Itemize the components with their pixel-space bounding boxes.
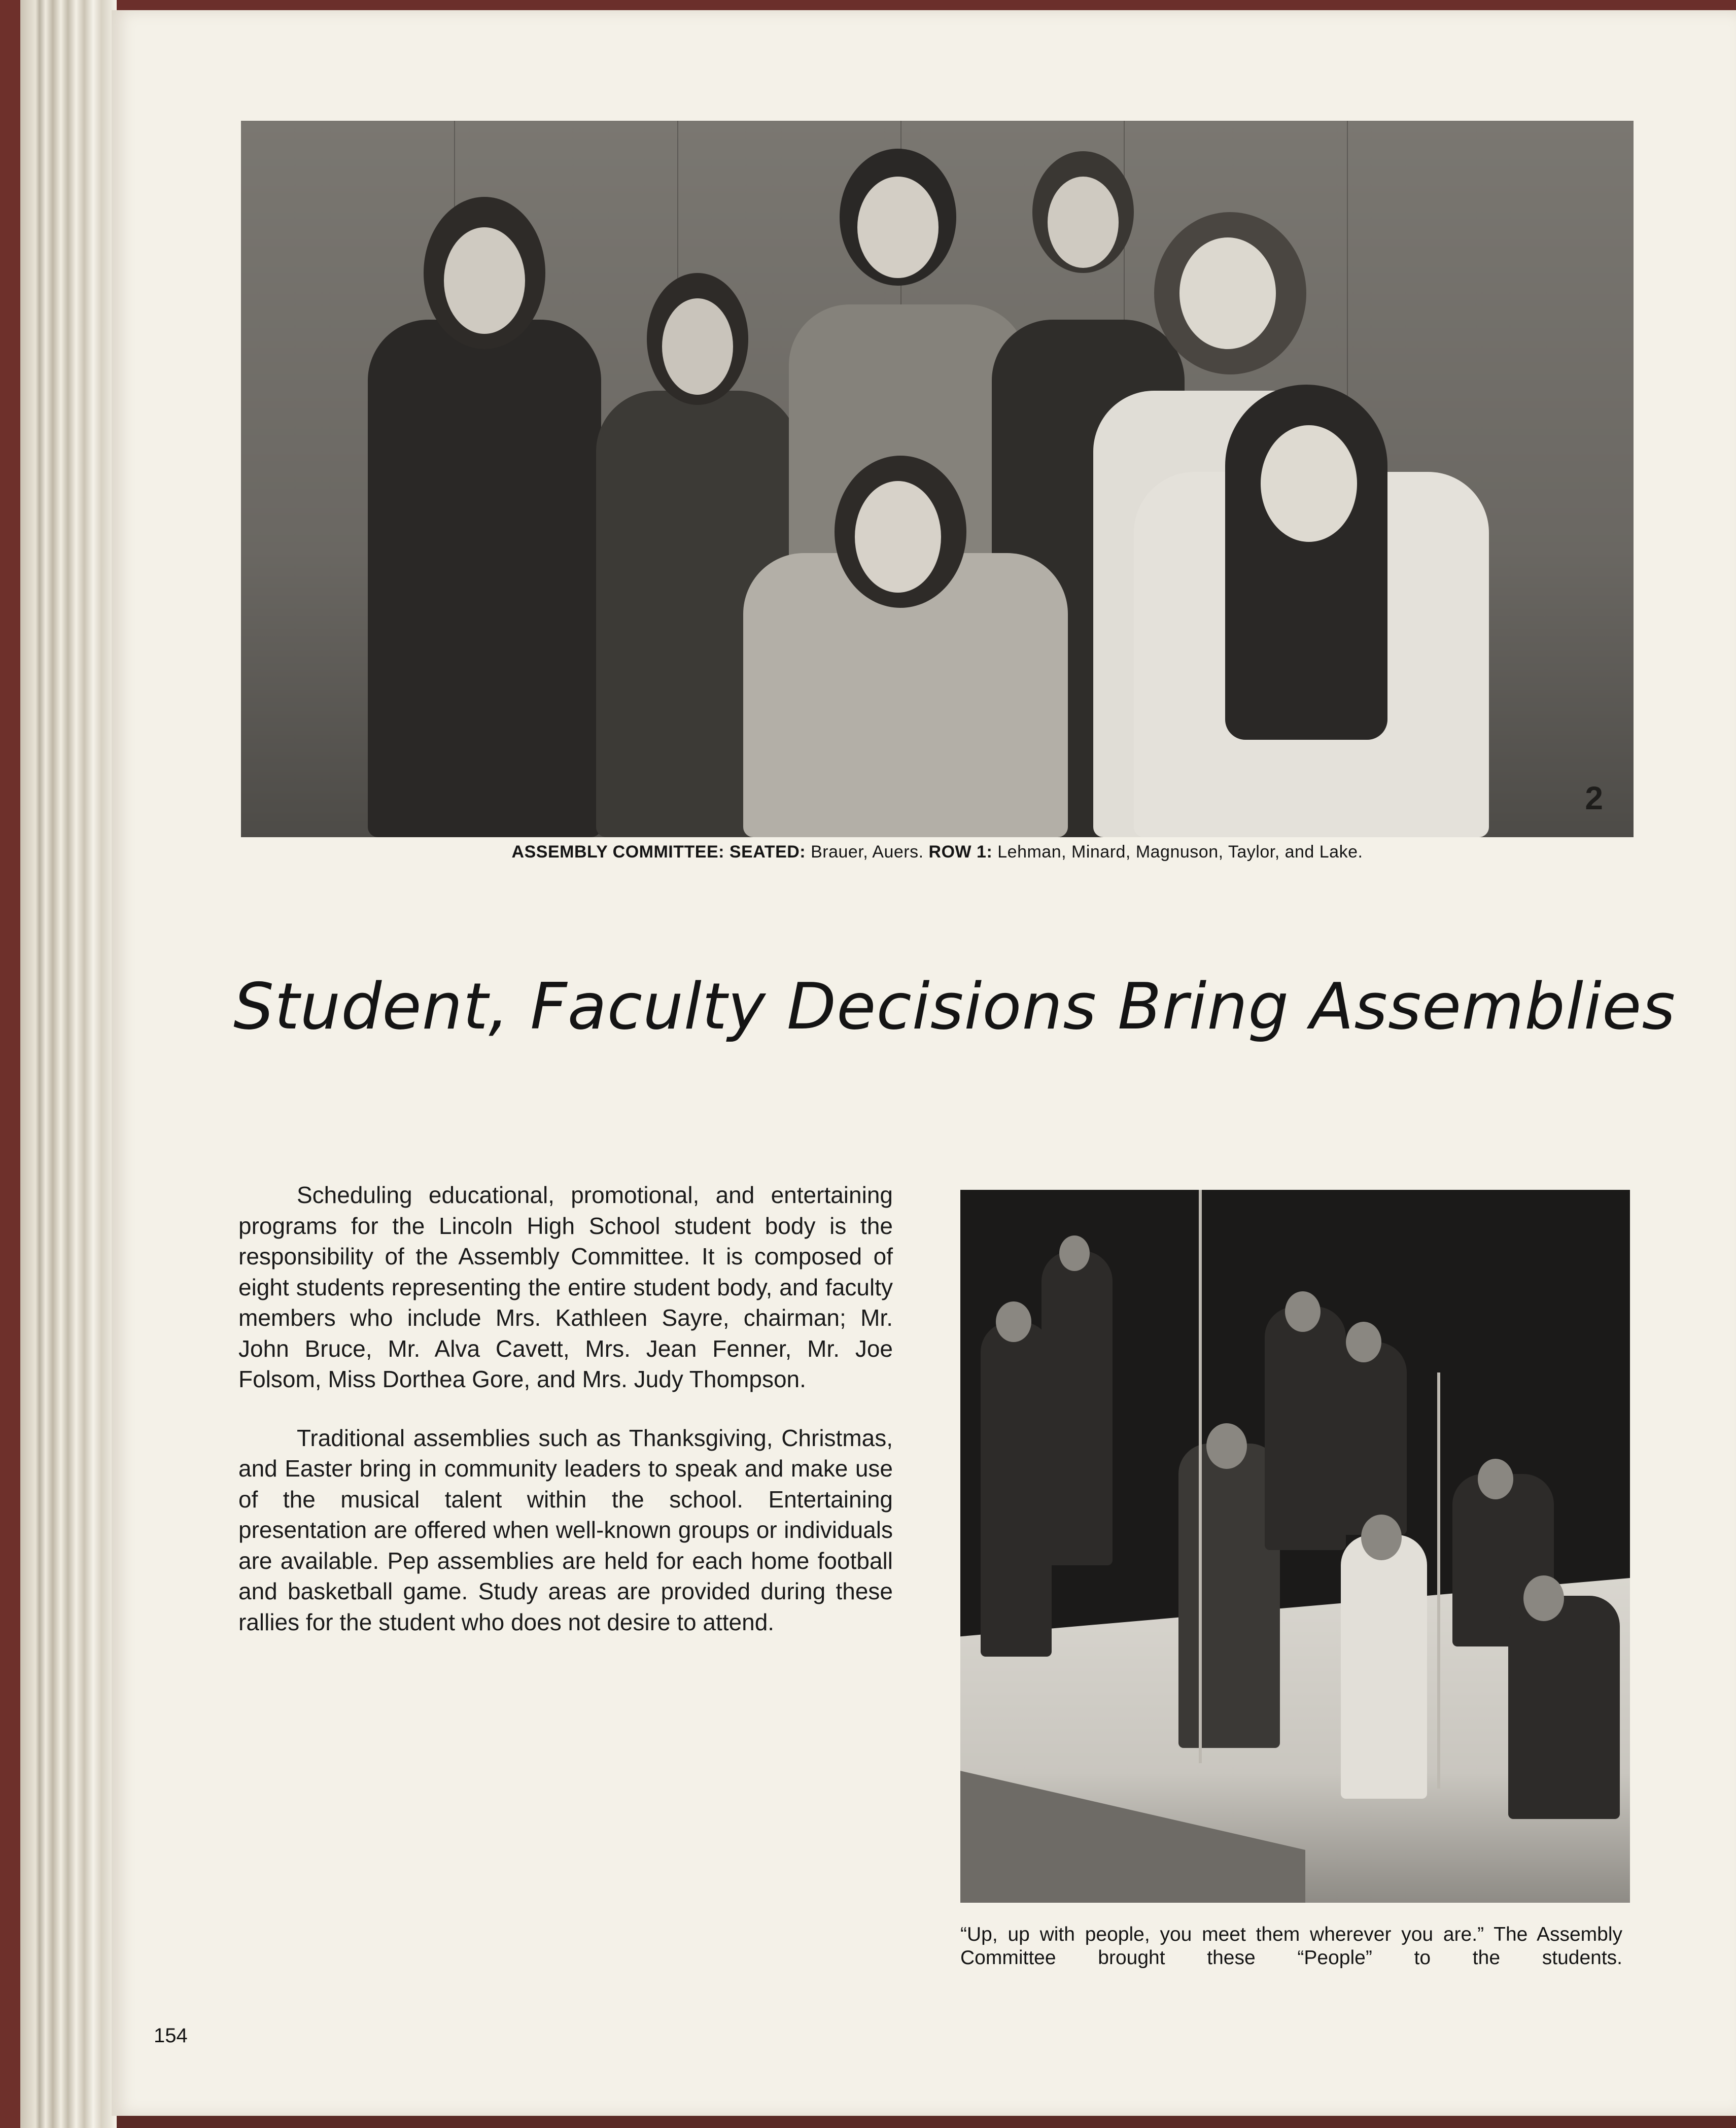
performer-silhouette — [1341, 1535, 1427, 1799]
article-paragraph: Scheduling educational, promotional, and entertaining programs for the Lincoln High School student body is the responsibility of the Assembly Committee. It is composed of eight students representing the entire student body, and faculty members who include Mrs. Kathleen Sayre, chairman; Mr. John Bruce, Mr. Alva Cavett, Mrs. Jean Fenner, Mr. Joe Folsom, Miss Dorthea Gore, and Mrs. Judy Thompson. — [238, 1182, 893, 1392]
person-face — [855, 481, 941, 593]
performer-head — [996, 1301, 1031, 1342]
page-stack-edge — [0, 0, 117, 2128]
person-face — [1179, 237, 1276, 349]
page-number: 154 — [154, 2024, 188, 2047]
person-face — [444, 227, 525, 334]
group-photo-caption — [241, 842, 1634, 862]
caption-seated-names: Brauer, Auers. — [811, 842, 924, 862]
concert-stage-photo — [960, 1190, 1630, 1903]
photo-number-label: 2 — [1585, 780, 1603, 816]
article-body — [238, 1180, 893, 1665]
performer-head — [1206, 1423, 1247, 1469]
caption-row1-names: Lehman, Minard, Magnuson, Taylor, and Lake. — [997, 842, 1363, 862]
performer-silhouette — [981, 1322, 1052, 1657]
performer-head — [1523, 1575, 1564, 1621]
performer-silhouette — [1041, 1251, 1113, 1565]
performer-head — [1478, 1459, 1513, 1499]
performer-silhouette — [1508, 1596, 1620, 1819]
article-paragraph: Traditional assemblies such as Thanksgiving, Christmas, and Easter bring in community leaders to speak and make use of the musical talent within the school. Entertaining presentation are offered when well-known groups or individuals are available. Pep assemblies are held for each home football and basketball game. Study areas are provided during these rallies for the student who does not desire to attend. — [238, 1424, 893, 1635]
person-face — [857, 177, 939, 278]
performer-silhouette — [1326, 1342, 1407, 1535]
page-headline: Student, Faculty Decisions Bring Assemblies — [233, 969, 1676, 1044]
performer-head — [1285, 1291, 1321, 1332]
caption-row1-label: ROW 1: — [928, 842, 993, 862]
person-face — [662, 298, 733, 395]
caption-seated-label: SEATED: — [729, 842, 806, 862]
person-silhouette — [368, 320, 601, 837]
person-face — [1261, 425, 1357, 542]
concert-photo-caption: “Up, up with people, you meet them wherever you are.” The Assembly Committee brought these “People” to the students. — [960, 1924, 1622, 1969]
committee-group-photo — [241, 121, 1634, 837]
person-face — [1048, 177, 1119, 268]
performer-head — [1346, 1322, 1381, 1362]
performer-head — [1361, 1515, 1402, 1560]
performer-head — [1059, 1235, 1090, 1271]
caption-group-label: ASSEMBLY COMMITTEE: — [511, 842, 724, 862]
mic-stand — [1199, 1190, 1202, 1763]
mic-stand — [1437, 1372, 1440, 1789]
